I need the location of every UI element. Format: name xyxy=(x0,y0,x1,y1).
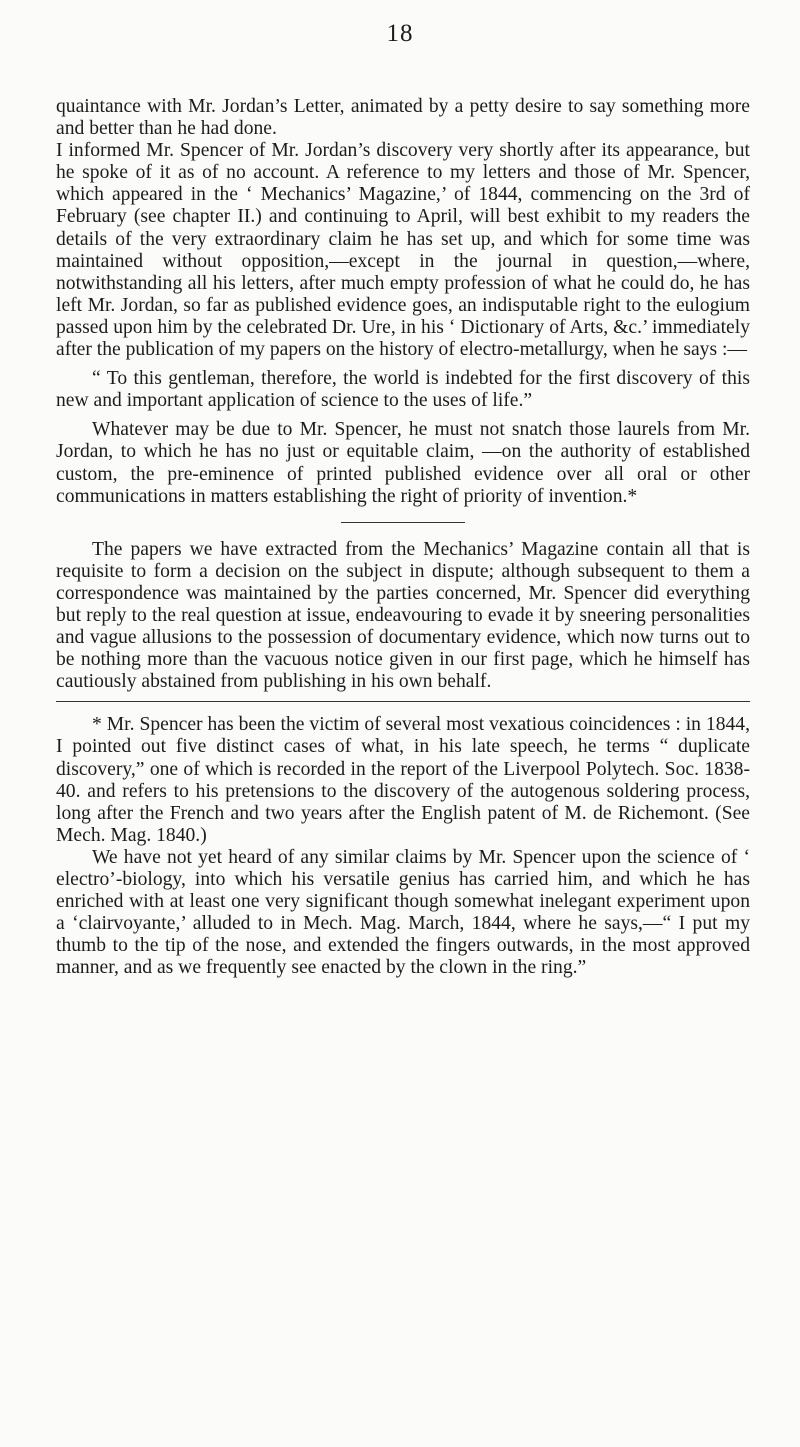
footnote-spencer: * Mr. Spencer has been the victim of several most vexatious coincidences : in 1844, I pointed out five distinct cases of what, in his late speech, he terms “ duplicate discovery,” one of which is recorded in the report of the Liverpool Polytech. Soc. 1838-40. and refers to his pretensions to the discovery of the autogenous soldering process, long after the French and two years after the English patent of M. de Richemont. (See Mech. Mag. 1840.) xyxy=(56,714,750,846)
paragraph-priority: Whatever may be due to Mr. Spencer, he must not snatch those laurels from Mr. Jordan, to which he has no just or equitable claim, —on the authority of established custom, the pre-eminence of printed published evidence over all oral or other communications in matters establishing the right of priority of invention.* xyxy=(56,419,750,507)
paragraph-continuation: quaintance with Mr. Jordan’s Letter, animated by a petty desire to say something more and better than he had done. xyxy=(56,96,750,140)
main-text xyxy=(56,96,750,979)
section-divider xyxy=(341,522,465,523)
ure-quotation: “ To this gentleman, therefore, the world is indebted for the first discovery of this new and important application of science to the uses of life.” xyxy=(56,368,750,412)
paragraph-papers: The papers we have extracted from the Mechanics’ Magazine contain all that is requisite to form a decision on the subject in dispute; although subsequent to them a correspondence was maintained by the parties concerned, Mr. Spencer did everything but reply to the real question at issue, endeavouring to evade it by sneering personalities and vague allusions to the possession of documentary evidence, which now turns out to be nothing more than the vacuous notice given in our first page, which he himself has cautiously abstained from publishing in his own behalf. xyxy=(56,538,750,693)
paragraph-reference: I informed Mr. Spencer of Mr. Jordan’s discovery very shortly after its appearance, but he spoke of it as of no account. A reference to my letters and those of Mr. Spencer, which appeared in the ‘ Mechanics’ Magazine,’ of 1844, commencing on the 3rd of February (see chapter II.) and continuing to April, will best exhibit to my readers the details of the very extraordinary claim he has set up, and which for some time was maintained without opposition,—except in the journal in question,—where, notwithstanding all his letters, after much empty profession of what he could do, he has left Mr. Jordan, so far as published evidence goes, an indisputable right to the eulogium passed upon him by the celebrated Dr. Ure, in his ‘ Dictionary of Arts, &c.’ immediately after the publication of my papers on the history of electro-metallurgy, when he says :— xyxy=(56,140,750,361)
spacer xyxy=(56,412,750,419)
spacer xyxy=(56,361,750,368)
footnote-divider xyxy=(56,701,750,702)
footnotes xyxy=(56,714,750,979)
footnote-electro-biology: We have not yet heard of any similar claims by Mr. Spencer upon the science of ‘ electro’-biology, into which his versatile genius has carried him, and which he has enriched with at least one very significant though somewhat inelegant experiment upon a ‘clairvoyante,’ alluded to in Mech. Mag. March, 1844, where he says,—“ I put my thumb to the tip of the nose, and extended the fingers outwards, in the most approved manner, and as we frequently see enacted by the clown in the ring.” xyxy=(56,846,750,979)
page-number: 18 xyxy=(386,20,414,47)
